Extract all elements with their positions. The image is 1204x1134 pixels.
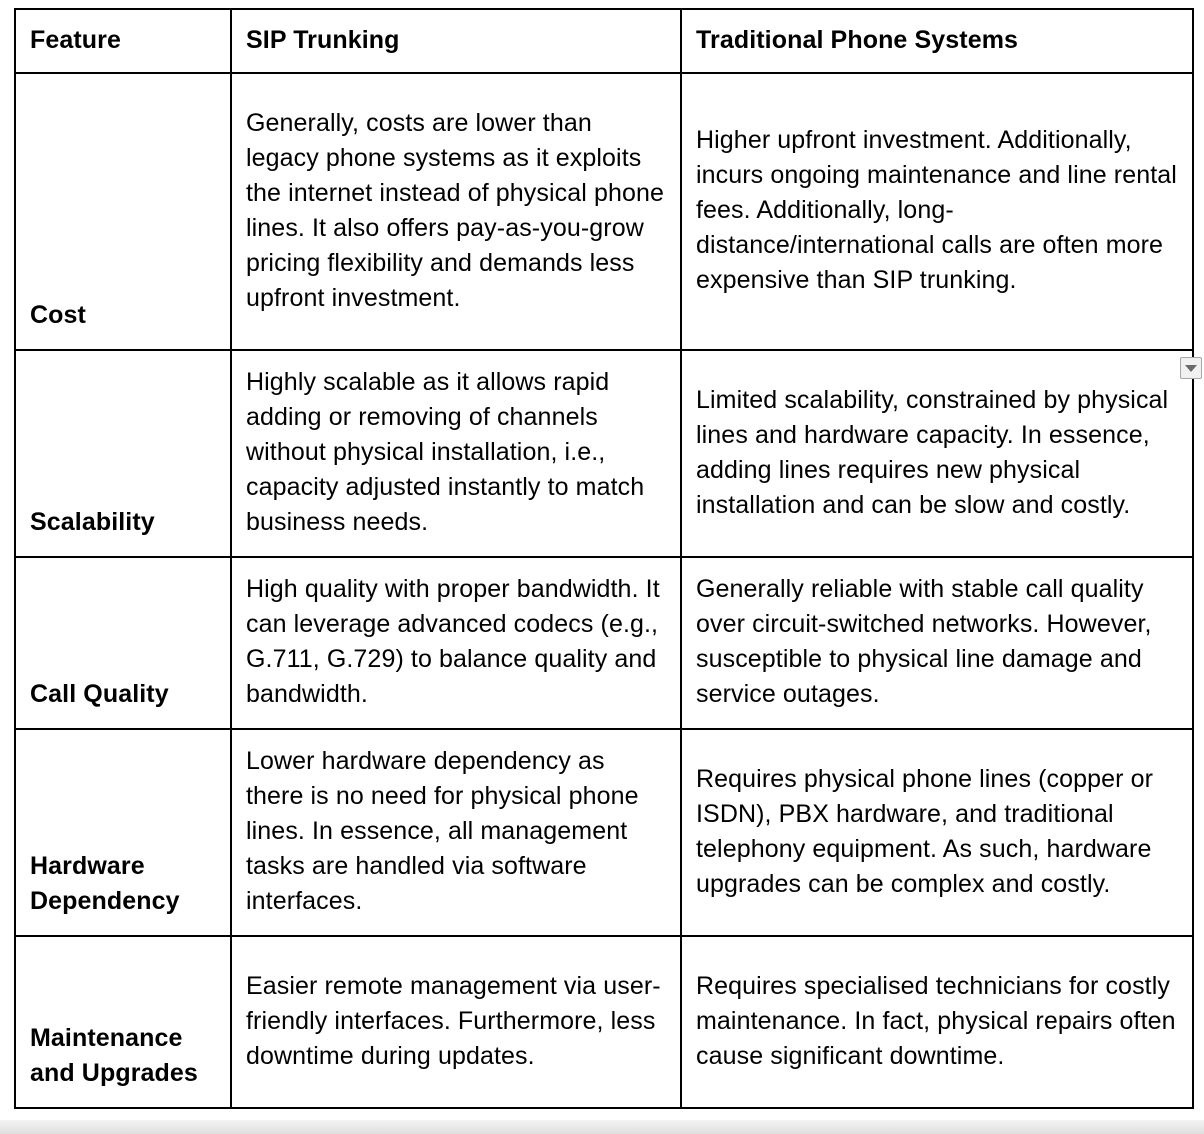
comparison-table <box>14 8 1194 1109</box>
feature-cell[interactable]: Scalability <box>15 350 231 557</box>
feature-cell[interactable]: Cost <box>15 73 231 350</box>
chevron-down-icon <box>1185 365 1197 372</box>
feature-cell[interactable]: Call Quality <box>15 557 231 729</box>
table-row <box>15 729 1193 936</box>
table-row <box>15 350 1193 557</box>
feature-cell[interactable]: Maintenance and Upgrades <box>15 936 231 1108</box>
header-sip-trunking[interactable]: SIP Trunking <box>231 9 681 73</box>
cell-dropdown-button[interactable] <box>1180 357 1202 379</box>
sip-cell[interactable]: Generally, costs are lower than legacy phone systems as it exploits the internet instead of physical phone lines. It also offers pay-as-you-grow pricing flexibility and demands less upfront investment. <box>231 73 681 350</box>
traditional-cell[interactable]: Higher upfront investment. Additionally, incurs ongoing maintenance and line rental fees. Additionally, long-distance/international calls are often more expensive than SIP trunking. <box>681 73 1193 350</box>
header-row <box>15 9 1193 73</box>
sip-cell[interactable]: High quality with proper bandwidth. It can leverage advanced codecs (e.g., G.711, G.729) to balance quality and bandwidth. <box>231 557 681 729</box>
header-traditional-phone-systems[interactable]: Traditional Phone Systems <box>681 9 1193 73</box>
comparison-sheet <box>14 8 1192 1109</box>
feature-cell[interactable]: Hardware Dependency <box>15 729 231 936</box>
traditional-cell[interactable]: Limited scalability, constrained by physical lines and hardware capacity. In essence, adding lines requires new physical installation and can be slow and costly. <box>681 350 1193 557</box>
sip-cell[interactable]: Lower hardware dependency as there is no need for physical phone lines. In essence, all management tasks are handled via software interfaces. <box>231 729 681 936</box>
traditional-cell[interactable]: Requires specialised technicians for costly maintenance. In fact, physical repairs often cause significant downtime. <box>681 936 1193 1108</box>
table-row <box>15 73 1193 350</box>
table-row <box>15 936 1193 1108</box>
sip-cell[interactable]: Easier remote management via user-friendly interfaces. Furthermore, less downtime during updates. <box>231 936 681 1108</box>
sip-cell[interactable]: Highly scalable as it allows rapid adding or removing of channels without physical installation, i.e., capacity adjusted instantly to match business needs. <box>231 350 681 557</box>
table-row <box>15 557 1193 729</box>
header-feature[interactable]: Feature <box>15 9 231 73</box>
bottom-edge <box>0 1120 1204 1134</box>
traditional-cell[interactable]: Generally reliable with stable call quality over circuit-switched networks. However, susceptible to physical line damage and service outages. <box>681 557 1193 729</box>
traditional-cell[interactable]: Requires physical phone lines (copper or ISDN), PBX hardware, and traditional telephony equipment. As such, hardware upgrades can be complex and costly. <box>681 729 1193 936</box>
